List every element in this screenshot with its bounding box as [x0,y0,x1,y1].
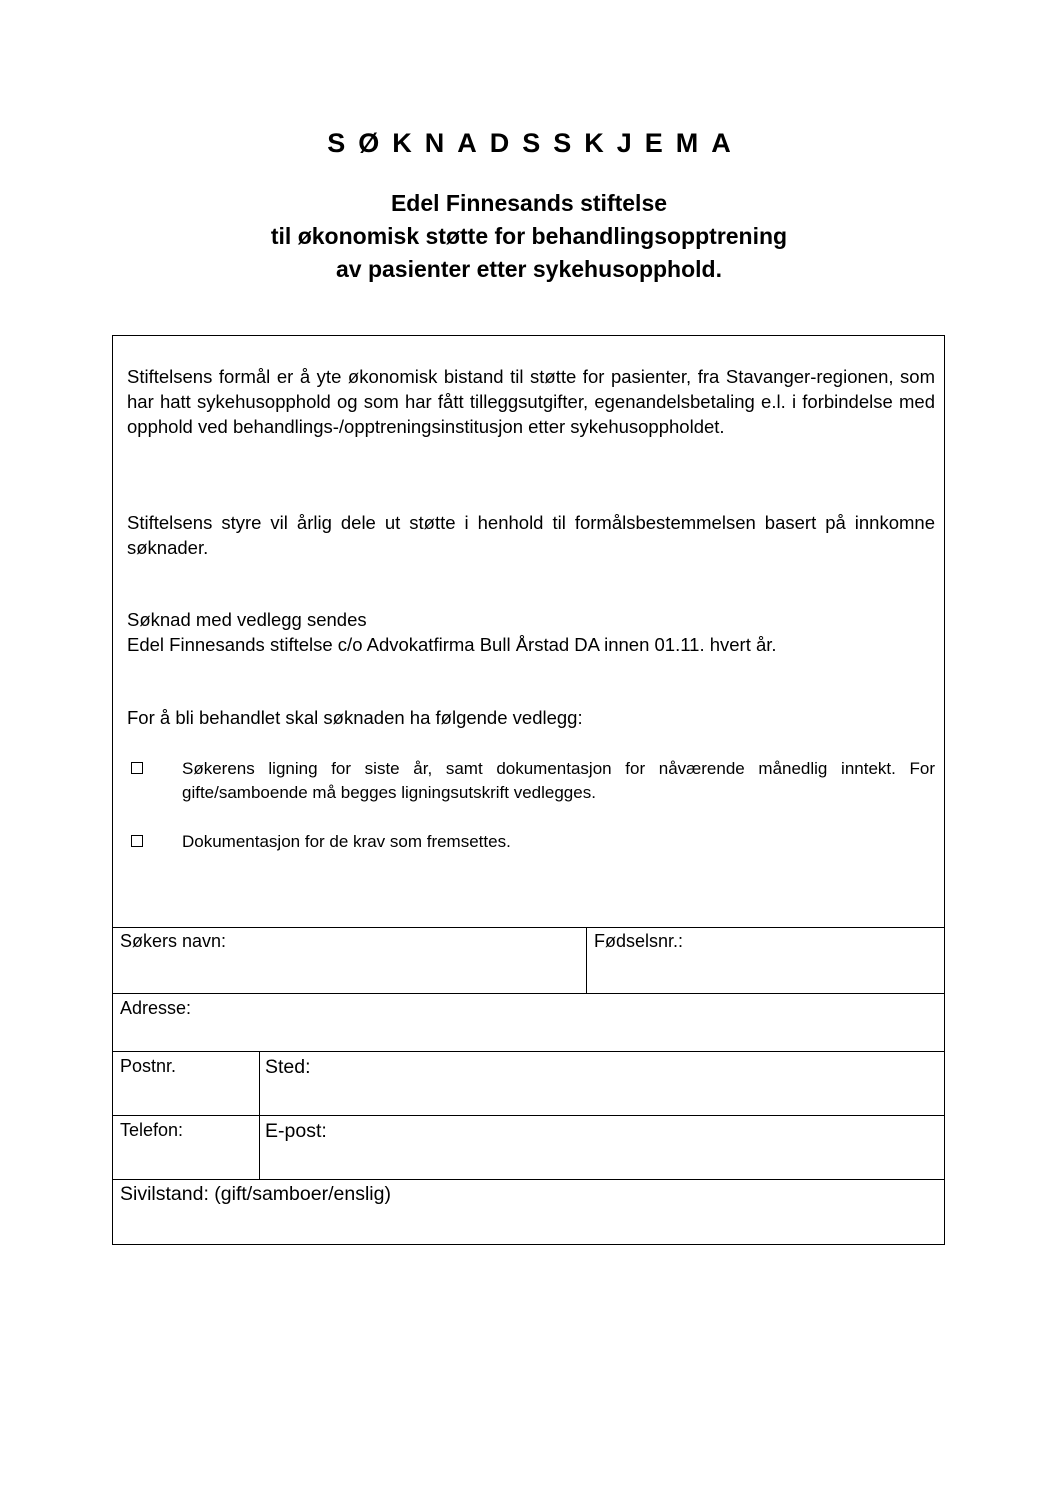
purpose-paragraph: Stiftelsens formål er å yte økonomisk bistand til støtte for pasienter, fra Stavanger-regionen, som har hatt sykehusopphold og som har fått tilleggsutgifter, egenandelsbetaling e.l. i forbindelse med opphold ved behandlings-/opptreningsinstitusjon etter sykehusoppholdet. [127,366,935,437]
sending-line-2: Edel Finnesands stiftelse c/o Advokatfirma Bull Årstad DA innen 01.11. hvert år. [127,634,777,655]
attachment-text: Dokumentasjon for de krav som fremsettes. [182,832,511,851]
attachments-intro: For å bli behandlet skal søknaden ha følgende vedlegg: [127,707,583,728]
applicant-name-field[interactable]: Søkers navn: [120,931,227,951]
postal-code-field[interactable]: Postnr. [120,1056,177,1076]
attachment-checkbox[interactable] [131,762,143,774]
divider [113,1051,944,1052]
civil-status-field[interactable]: Sivilstand: (gift/samboer/enslig) [120,1183,391,1205]
subtitle-line-1: Edel Finnesands stiftelse [390,190,668,216]
sending-line-1: Søknad med vedlegg sendes [127,609,367,630]
address-field[interactable]: Adresse: [120,998,192,1018]
divider [113,1115,944,1116]
subtitle-line-3: av pasienter etter sykehusopphold. [335,256,722,282]
attachment-text: Søkerens ligning for siste år, samt dokumentasjon for nåværende månedlig inntekt. For gifte/samboende må begges ligningsutskrift vedlegges. [182,759,935,802]
birth-number-field[interactable]: Fødselsnr.: [594,931,684,951]
subtitle-line-2: til økonomisk støtte for behandlingsopptrening [270,223,788,249]
divider [586,927,587,994]
sending-instructions [127,607,935,657]
email-field[interactable]: E-post: [265,1120,327,1142]
divider [113,927,944,928]
phone-field[interactable]: Telefon: [120,1120,184,1140]
place-field[interactable]: Sted: [265,1056,311,1078]
divider [113,1179,944,1180]
page-title: SØKNADSSKJEMA [327,128,744,158]
application-form [112,335,945,1245]
board-paragraph: Stiftelsens styre vil årlig dele ut støtte i henhold til formålsbestemmelsen basert på innkomne søknader. [127,512,935,558]
attachment-checkbox[interactable] [131,835,143,847]
divider [113,993,944,994]
